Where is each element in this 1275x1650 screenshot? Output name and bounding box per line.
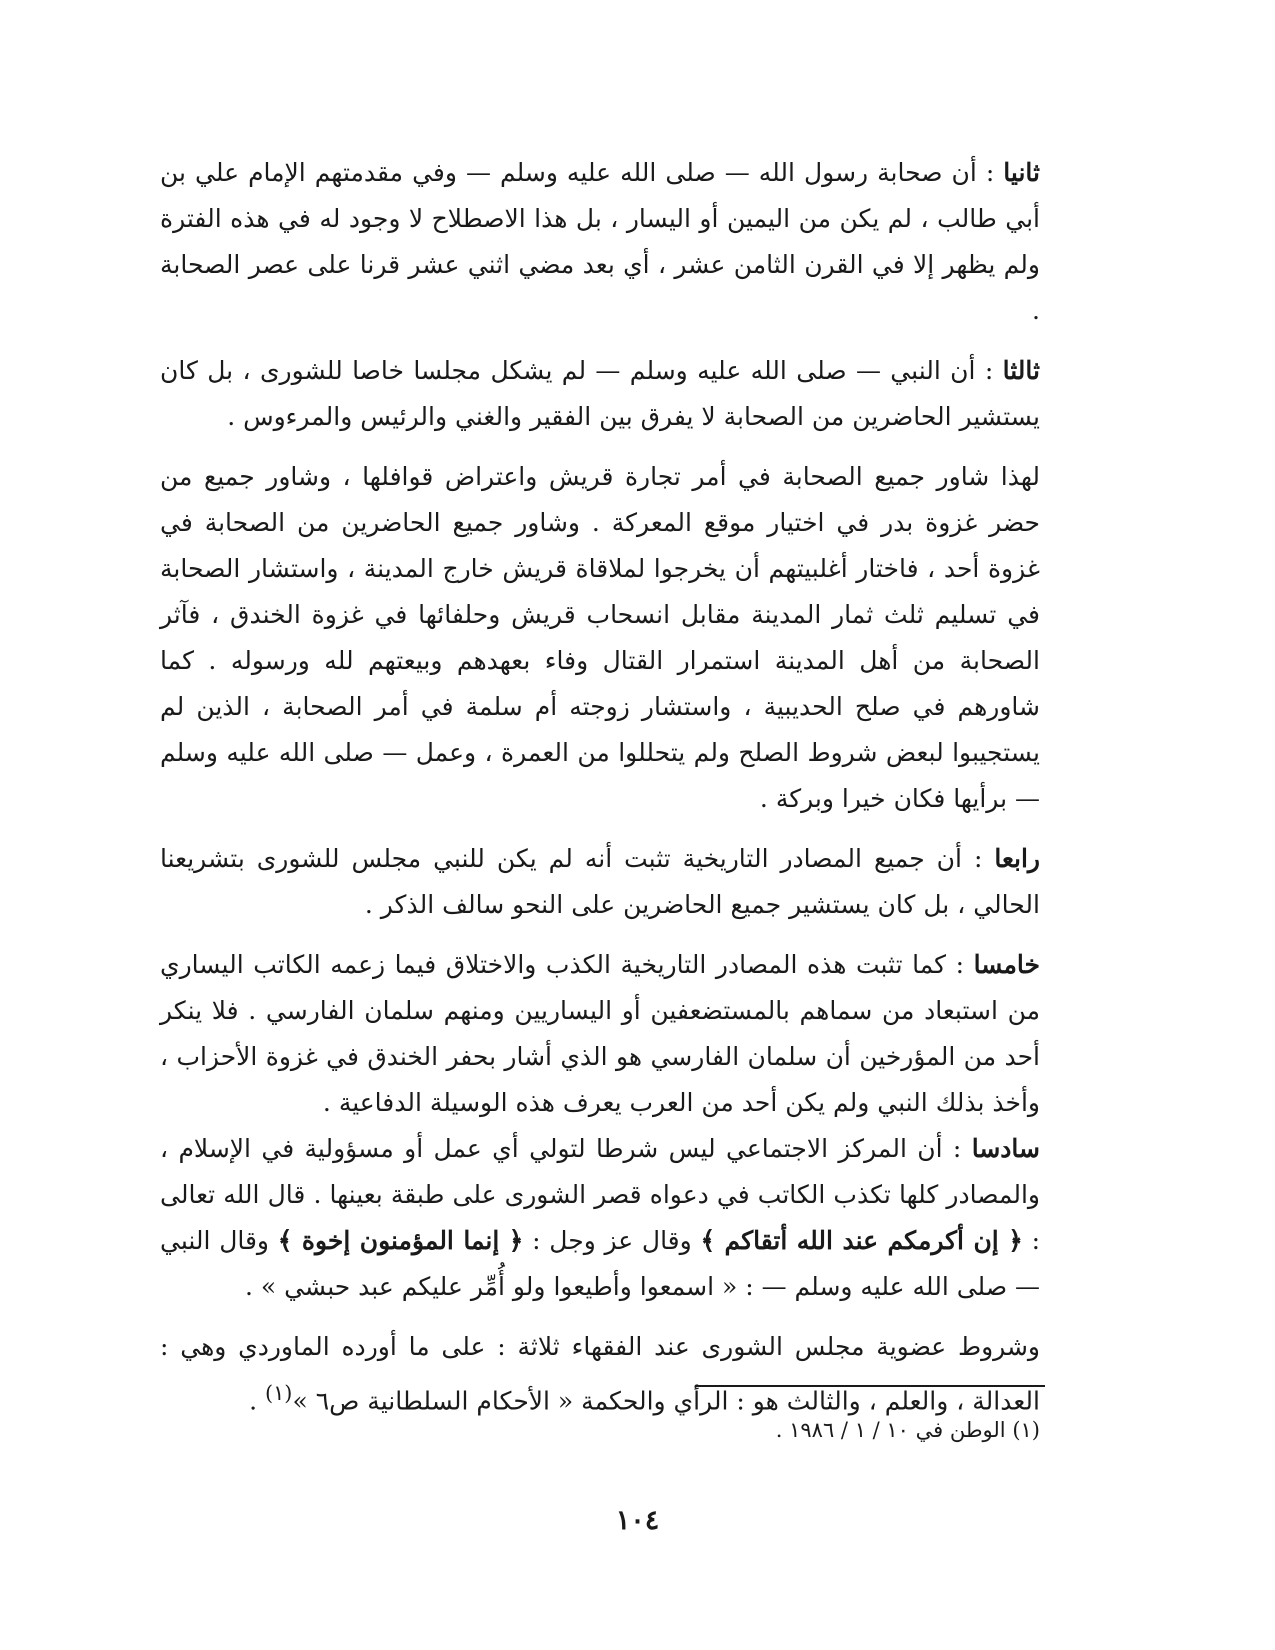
paragraph-lead: خامسا	[973, 950, 1040, 979]
paragraph-lead: رابعا	[994, 844, 1040, 873]
main-text	[160, 150, 1040, 1438]
paragraph-text: : أن صحابة رسول الله — صلى الله عليه وسلم — وفي مقدمتهم الإمام علي بن أبي طالب ، لم يكن من اليمين أو اليسار ، بل هذا الاصطلاح لا وجود له في هذه الفترة ولم يظهر إلا في القرن الثامن عشر ، أي بعد مضي اثني عشر قرنا على عصر الصحابة .	[160, 158, 1040, 325]
paragraph-text: : أن النبي — صلى الله عليه وسلم — لم يشكل مجلسا خاصا للشورى ، بل كان يستشير الحاضرين من الصحابة لا يفرق بين الفقير والغني والرئيس والمرءوس .	[160, 356, 1040, 431]
paragraph-text: وقال النبي — صلى الله عليه وسلم — : « اسمعوا وأطيعوا ولو أُمِّر عليكم عبد حبشي » .	[160, 1226, 1040, 1301]
paragraph-lead: ثانيا	[1003, 158, 1040, 187]
paragraph-text: .	[249, 1386, 265, 1416]
paragraph-shura-examples	[160, 454, 1040, 822]
footnote-reference: (١)	[264, 1381, 293, 1405]
paragraph-rabian	[160, 836, 1040, 928]
quran-verse: ﴿ إن أكرمكم عند الله أتقاكم ﴾	[700, 1226, 1023, 1255]
paragraph-khamisan	[160, 942, 1040, 1126]
footnote-divider	[695, 1385, 1045, 1387]
paragraph-lead: سادسا	[971, 1134, 1040, 1163]
paragraph-lead: ثالثا	[1002, 356, 1040, 385]
paragraph-text: : أن جميع المصادر التاريخية تثبت أنه لم يكن للنبي مجلس للشورى بتشريعنا الحالي ، بل كان يستشير جميع الحاضرين على النحو سالف الذكر .	[160, 844, 1040, 919]
paragraph-text: : أن المركز الاجتماعي ليس شرطا لتولي أي عمل أو مسؤولية في الإسلام ، والمصادر كلها تكذب الكاتب في دعواه قصر الشورى على طبقة بعينها . قال الله تعالى :	[160, 1134, 1041, 1255]
paragraph-text: لهذا شاور جميع الصحابة في أمر تجارة قريش واعتراض قوافلها ، وشاور جميع من حضر غزوة بدر في اختيار موقع المعركة . وشاور جميع الحاضرين من الصحابة في غزوة أحد ، فاختار أغلبيتهم أن يخرجوا لملاقاة قريش خارج المدينة ، واستشار الصحابة في تسليم ثلث ثمار المدينة مقابل انسحاب قريش وحلفائها في غزوة الخندق ، فآثر الصحابة من أهل المدينة استمرار القتال وفاء بعهدهم وبيعتهم لله ورسوله . كما شاورهم في صلح الحديبية ، واستشار زوجته أم سلمة في أمر الصحابة ، الذين لم يستجيبوا لبعض شروط الصلح ولم يتحللوا من العمرة ، وعمل — صلى الله عليه وسلم — برأيها فكان خيرا وبركة .	[160, 462, 1040, 813]
paragraph-thaniyan	[160, 150, 1040, 334]
paragraph-shura-conditions	[160, 1324, 1040, 1424]
footnote: (١) الوطن في ١٠ / ١ / ١٩٨٦ .	[775, 1418, 1040, 1442]
paragraph-text: : كما تثبت هذه المصادر التاريخية الكذب والاختلاق فيما زعمه الكاتب اليساري من استبعاد من سماهم بالمستضعفين أو اليساريين ومنهم سلمان الفارسي . فلا ينكر أحد من المؤرخين أن سلمان الفارسي هو الذي أشار بحفر الخندق في غزوة الأحزاب ، وأخذ بذلك النبي ولم يكن أحد من العرب يعرف هذه الوسيلة الدفاعية .	[160, 950, 1040, 1117]
paragraph-thalithan	[160, 348, 1040, 440]
paragraph-text: وقال عز وجل :	[523, 1226, 701, 1255]
quran-verse: ﴿ إنما المؤمنون إخوة ﴾	[277, 1226, 524, 1255]
paragraph-sadisan	[160, 1126, 1040, 1310]
page-number: ١٠٤	[615, 1505, 660, 1536]
paragraph-text: وشروط عضوية مجلس الشورى عند الفقهاء ثلاثة : على ما أورده الماوردي وهي : العدالة ، والعلم ، والثالث هو : الرأي والحكمة « الأحكام السلطانية ص٦ »	[160, 1332, 1040, 1416]
